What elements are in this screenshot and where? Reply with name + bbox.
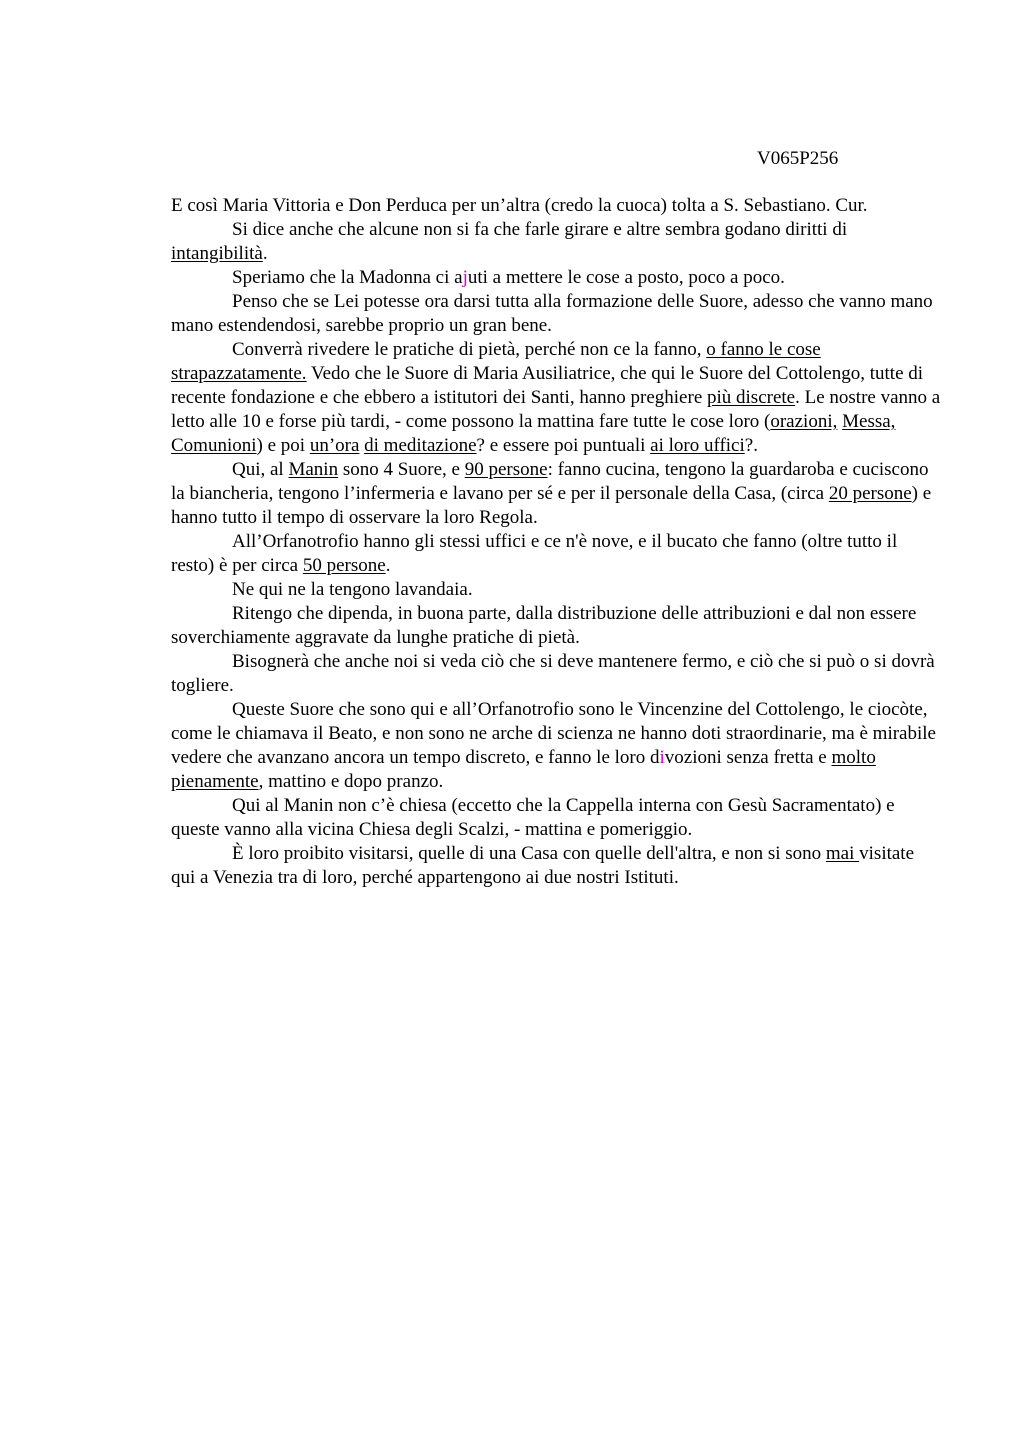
paragraph (171, 458, 941, 530)
text-run: Speriamo che la Madonna ci a (232, 267, 463, 288)
paragraph (171, 578, 941, 602)
text-run: Vedo che le Suore di Maria Ausiliatrice, che qui le Suore del Cottolengo, tutte di recente fondazione e che ebbero a istitutori dei Santi, hanno preghiere (171, 363, 924, 408)
paragraph (171, 266, 941, 290)
text-run: Qui al Manin non c’è chiesa (eccetto che la Cappella interna con Gesù Sacramentato) e queste vanno alla vicina Chiesa degli Scalzi, - mattina e pomeriggio. (171, 795, 895, 840)
underlined-text: di meditazione (364, 435, 477, 456)
text-run: Converrà rivedere le pratiche di pietà, perché non ce la fanno, (232, 339, 707, 360)
text-run: Bisognerà che anche noi si veda ciò che si deve mantenere fermo, e ciò che si può o si dovrà togliere. (171, 651, 935, 696)
text-run: ) e hanno tutto il tempo di osservare la loro Regola. (171, 483, 932, 528)
page-id: V065P256 (757, 148, 839, 169)
underlined-text: più discrete (707, 387, 796, 408)
underlined-text: Comunioni (171, 435, 257, 456)
paragraph (171, 650, 941, 698)
text-run: ?. (744, 435, 758, 456)
underlined-text: molto pienamente (171, 747, 876, 792)
paragraph (171, 290, 941, 338)
text-run: : fanno cucina, tengono la guardaroba e cuciscono la biancheria, tengono l’infermeria e lavano per sé e per il personale della Casa, (circa (171, 459, 929, 504)
underlined-text: Messa, (842, 411, 896, 432)
paragraph (171, 842, 941, 890)
underlined-text: ai loro uffici (650, 435, 745, 456)
highlighted-letter: i (659, 747, 665, 768)
text-run: Ne qui ne la tengono lavandaia. (232, 579, 473, 600)
underlined-text: o fanno le cose strapazzatamente. (171, 339, 821, 384)
paragraph (171, 794, 941, 842)
underlined-text: mai (825, 843, 860, 864)
paragraph (171, 530, 941, 578)
paragraph (171, 218, 941, 266)
text-run: . Le nostre vanno a letto alle 10 e forse più tardi, - come possono la mattina fare tutte le cose loro ( (171, 387, 941, 432)
paragraph (171, 602, 941, 650)
text-run: Qui, al (232, 459, 289, 480)
text-run: ? e essere poi puntuali (476, 435, 651, 456)
text-run: All’Orfanotrofio hanno gli stessi uffici e ce n'è nove, e il bucato che fanno (oltre tutto il resto) è per circa (171, 531, 898, 576)
text-run: Queste Suore che sono qui e all’Orfanotrofio sono le Vincenzine del Cottolengo, le ciocòte, come le chiamava il Beato, e non sono ne arche di scienza ne hanno doti straordinarie, ma è mirabile vedere che avanzano ancora un tempo discreto, e fanno le loro d (171, 699, 936, 768)
text-run: visitate qui a Venezia tra di loro, perché appartengono ai due nostri Istituti. (171, 843, 915, 888)
underlined-text: un’ora (309, 435, 360, 456)
text-run: uti a mettere le cose a posto, poco a poco. (467, 267, 785, 288)
underlined-text: 20 persone (828, 483, 912, 504)
text-run: È loro proibito visitarsi, quelle di una Casa con quelle dell'altra, e non si sono (232, 843, 826, 864)
underlined-text: orazioni, (770, 411, 838, 432)
paragraph (171, 698, 941, 794)
text-run: Penso che se Lei potesse ora darsi tutta alla formazione delle Suore, adesso che vanno mano mano estendendosi, sarebbe proprio un gran bene. (171, 291, 933, 336)
highlighted-letter: j (462, 267, 468, 288)
paragraph (171, 194, 941, 218)
text-run: Si dice anche che alcune non si fa che farle girare e altre sembra godano diritti di (232, 219, 848, 240)
text-run: E così Maria Vittoria e Don Perduca per un’altra (credo la cuoca) tolta a S. Sebastiano. Cur. (171, 195, 868, 216)
text-run: ) e poi (256, 435, 310, 456)
text-run: , mattino e dopo pranzo. (258, 771, 444, 792)
text-run: Ritengo che dipenda, in buona parte, dalla distribuzione delle attribuzioni e dal non essere soverchiamente aggravate da lunghe pratiche di pietà. (171, 603, 917, 648)
text-run: . (262, 243, 268, 264)
text-run: sono 4 Suore, e (338, 459, 465, 480)
text-run: . (385, 555, 391, 576)
document-body (171, 194, 941, 890)
underlined-text: 50 persone (302, 555, 386, 576)
underlined-text: 90 persone (464, 459, 548, 480)
text-run: vozioni senza fretta e (664, 747, 832, 768)
paragraph (171, 338, 941, 458)
underlined-text: Manin (288, 459, 339, 480)
underlined-text: intangibilità (171, 243, 263, 264)
